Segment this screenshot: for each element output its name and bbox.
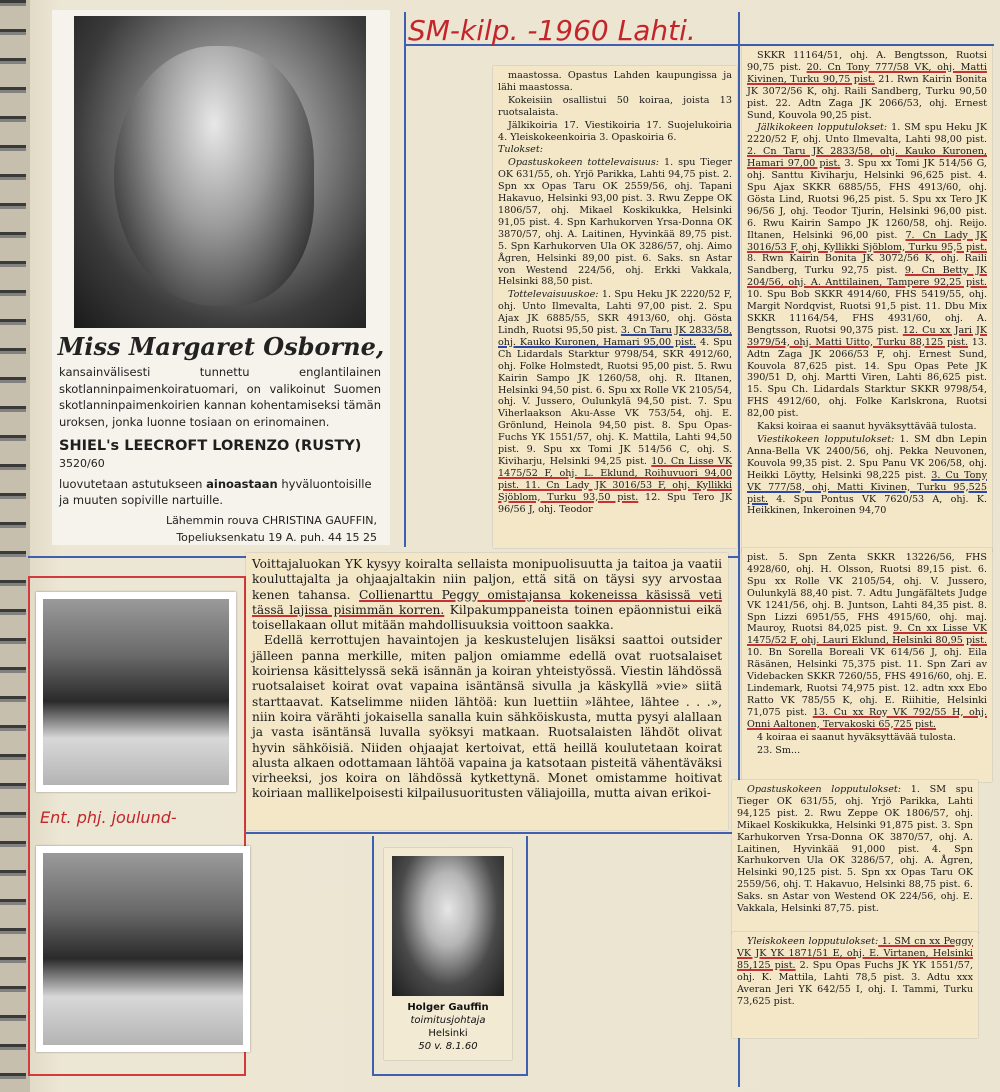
col3-note: 4 koiraa ei saanut hyväksyttävää tulosta.: [757, 731, 956, 743]
portrait-date: 50 v. 8.1.60: [418, 1041, 478, 1052]
col5-underlined: 1. SM cn xx Peggy VK JK YK 1871/51 E, ohj. E. Virtanen, Helsinki 85,125 pist.: [737, 936, 974, 971]
col2-text: 4. Spu Pontus VK 7620/53 A, ohj. K. Heikkinen, Inkeroinen 94,70: [747, 493, 987, 517]
col1-p3: Jälkikoiria 17. Viestikoiria 17. Suojelukoiria 4. Yleiskokeenkoiria 3. Opaskoiria 6.: [498, 119, 732, 143]
results-column-5: [732, 932, 978, 1038]
results-column-4: [732, 780, 978, 934]
col1-text: 4. Spu Ch Lidardals Starktur 9798/54, SKR 4912/60, ohj. Folke Holmstedt, Ruotsi 95,00 pist. 5. Rwu Kairin Sampo JK 1260/58, ohj. R. Iltanen, Helsinki 94,50 pist. 6. Spu xx Rolle VK 2105/54, ohj. V. Jussero, Oulunkylä 94,50 pist. 7. Spu Viherlaakson Aku-Asse VK 753/54, ohj. E. Grönlund, Heinola 94,50 pist. 8. Spu Opas-Fuchs YK 1551/57, ohj. K. Mattila, Lahti 94,50 pist. 9. Spu xx Tomi JK 514/56 C, ohj. S. Kiviharju, Helsinki 94,25 pist.: [498, 336, 732, 467]
col2-section-heading: Jälkikokeen lopputulokset:: [757, 122, 888, 134]
col2-underlined: 9. Cn Betty JK 204/56, ohj. A. Anttilainen, Tampere 92,25 pist.: [747, 265, 987, 289]
dinner-photo-2: [36, 846, 250, 1052]
results-column-2: [742, 46, 992, 552]
portrait-title: toimitusjohtaja: [410, 1015, 486, 1026]
header-handwriting: SM-kilp. -1960 Lahti.: [408, 14, 696, 47]
ad-contact-2: Topeliuksenkatu 19 A. puh. 44 15 25: [176, 531, 377, 544]
blue-rule: [526, 836, 528, 1076]
col2-section-heading: Viestikokeen lopputulokset:: [757, 434, 895, 445]
dinner-photo-1: [36, 592, 236, 792]
portrait-clipping: [384, 848, 512, 1060]
ad-contact-1: Lähemmin rouva CHRISTINA GAUFFIN,: [165, 514, 377, 527]
col1-text: 1. Spu Heku JK 2220/52 F, ohj. Unto Ilmevalta, Lahti 97,00 pist. 2. Spu Ajax JK 6885/55, SKR 4913/60, ohj. Gösta Lindh, Ruotsi 95,50 pist.: [498, 289, 732, 337]
ad-intro: kansainvälisesti tunnettu englantilainen skotlanninpaimenkoiratuomari, on valikoinut Suomen skotlanninpaimenkoirien kannan kohentamiseksi tämän uroksen, jonka luonne tosiaan on erinomainen.: [59, 365, 381, 429]
collie-photo: [74, 16, 366, 328]
col3-text: 10. Bn Sorella Boreali VK 614/56 J, ohj. Eila Räsänen, Helsinki 75,375 pist. 11. Spn Zari av Videbacken SKKR 7260/55, FHS 4916/60, ohj. E. Lindemark, Ruotsi 74,975 pist. 12. adtn xxx Ebo Ratto VK 785/55 K, ohj. E. Riihitie, Helsinki 71,075 pist.: [747, 647, 987, 718]
blue-rule: [372, 1074, 528, 1076]
col1-p2: Kokeisiin osallistui 50 koiraa, joista 13 ruotsalaista.: [498, 94, 732, 118]
col1-underlined: 10. Cn Lisse VK 1475/52 F, ohj. L. Eklund, Roihuvuori 94,00 pist. 11. Cn Lady JK 3016/53 F, ohj. Kyllikki Sjöblom, Turku 93,50 pist.: [498, 456, 733, 503]
col1-section-heading: Opastuskokeen tottelevaisuus:: [508, 157, 659, 169]
ad-offer-pre: luovutetaan astutukseen: [59, 477, 207, 491]
col3-underlined: 13. Cu xx Roy VK 792/55 H, ohj. Onni Aaltonen, Tervakoski 65,725 pist.: [747, 706, 987, 730]
col2-underlined: 12. Cu xx Jari JK 3979/54, ohj. Matti Uitto, Turku 88,125 pist.: [747, 324, 987, 348]
col2-text: 3. Spu xx Tomi JK 514/56 G, ohj. Santtu Kiviharju, Helsinki 96,625 pist. 4. Spu Ajax SKKR 6885/55, FHS 4913/60, ohj. Gösta Lind, Ruotsi 96,25 pist. 5. Spu xx Tero JK 96/56 J, ohj. Teodor Tjurin, Helsinki 96,00 pist. 6. Rwu Kairin Sampo JK 1260/58, ohj. Reijo. Iltanen, Helsinki 96,00 pist.: [747, 158, 987, 241]
col5-section-heading: Yleiskokeen lopputulokset:: [747, 936, 879, 947]
col1-underlined: 3. Cn Taru JK 2833/58, ohj. Kauko Kuronen, Hamari 95,00 pist.: [498, 325, 732, 348]
col2-text: 21. Rwn Kairin Bonita JK 3072/56 K, ohj. Raili Sandberg, Turku 90,50 pist. 22. Adtn Zaga JK 2066/53, ohj. Ernest Sund, Kouvola 90,25 pist.: [747, 73, 987, 121]
col2-underlined: 7. Cn Lady JK 3016/53 F, ohj. Kyllikki Sjöblom, Turku 95,5 pist.: [747, 229, 987, 253]
article-clipping: [246, 553, 728, 830]
col3-text: pist. 5. Spn Zenta SKKR 13226/56, FHS 4928/60, ohj. H. Olsson, Ruotsi 89,15 pist. 6. Spu xx Rolle VK 2105/54, ohj. V. Jussero, Oulunkylä 88,40 pist. 7. Adtu Jungäfältets Judge VK 1241/56, ohj. B. Juntson, Lahti 84,35 pist. 8. Spn Lizzi 6951/55, FHS 4915/60, ohj. maj. Mauroy, Ruotsi 84,025 pist.: [747, 552, 987, 635]
article-text: Voittajaluokan YK kysyy koiralta sellaista monipuolisuutta ja taitoa ja vaatii kouluttajalta ja ohjaajaltakin niin paljon, että sitä on täysi syy arvostaa kenen tahansa.: [252, 557, 722, 602]
ad-offer-post: hyväluontoisille ja muuten sopiville nartuille.: [59, 477, 372, 507]
col2-text: SKKR 11164/51, ohj. A. Bengtsson, Ruotsi 90,75 pist.: [747, 50, 987, 73]
blue-rule: [244, 832, 738, 834]
portrait-name: Holger Gauffin: [407, 1002, 489, 1013]
portrait-photo: [392, 856, 504, 996]
portrait-city: Helsinki: [428, 1028, 468, 1039]
col2-text: 1. SM spu Heku JK 2220/52 F, ohj. Unto Ilmevalta, Lahti 98,00 pist.: [747, 122, 987, 146]
results-column-3: [742, 548, 992, 782]
col2-text: 10. Spu Bob SKKR 4914/60, FHS 5419/55, ohj. Margit Nordqvist, Ruotsi 91,5 pist. 11. Dbu Mix SKKR 11164/54, FHS 4931/60, ohj. A. Bengtsson, Ruotsi 90,375 pist.: [747, 289, 987, 336]
article-paragraph-2: Edellä kerrottujen havaintojen ja keskustelujen lisäksi saattoi outsider jälleen panna merkille, miten paljon omiamme edellä ovat ruotsalaiset koiriensa käsittelyssä sekä isännän ja koiran yhteistyössä. Viestin lähdössä ruotsalaiset koirat ovat vapaina isäntänsä sivulla ja käskyllä »vie» siitä starttaavat. Katselimme niiden lähtöä: kun luettiin »lähtee, lähtee . . .», niin koira värähti jokaisella sanalla kuin sähköiskusta, mutta pysyi alallaan ja vasta isäntänsä luvalla syöksyi matkaan. Ruotsalaisten lähdöt olivat hyvin sähköisiä. Niiden ohjaajat kertoivat, että heillä koulutetaan koirat alusta alkaen odottamaan lähtöä vapaina ja katsotaan pisteitä vähentäväksi virheeksi, jos koira on lähdössä kytkettynä. Monet omistamme hoitivat koiriaan mallikelpoisesti kilpailusuoritusten väliajoilla, mutta aivan erikoi-: [252, 633, 722, 801]
col1-p1: maastossa. Opastus Lahden kaupungissa ja lähi maastossa.: [498, 70, 732, 93]
col2-underlined: 20. Cn Tony 777/58 VK, ohj. Matti Kivinen, Turku 90,75 pist.: [747, 61, 987, 85]
col1-section-heading: Tottelevaisuuskoe:: [508, 289, 599, 301]
red-rule: [28, 576, 244, 578]
results-column-1: [493, 66, 737, 548]
col3-cutoff: 23. Sm...: [757, 744, 801, 756]
collie-head: [114, 46, 314, 306]
col1-text: 1. spu Tieger OK 631/55, oh. Yrjö Parikka, Lahti 94,75 pist. 2. Spn xx Opas Taru OK 2559/56, ohj. Tapani Hakavuo, Helsinki 93,00 pist. 3. Rwu Zeppe OK 1806/57, ohj. Mikael Koskikukka, Helsinki 91,05 pist. 4. Spn Karhukorven Yrsa-Donna OK 3870/57, ohj. A. Laitinen, Hyvinkää 89,75 pist. 5. Spn Karhukorven Ula OK 3286/57, ohj. Aimo Ågren, Helsinki 89,00 pist. 6. Saks. sn Astar von Westend 224/56, ohj. Erkki Vakkala, Helsinki 88,50 pist.: [498, 157, 732, 288]
col1-text: 12. Spu Tero JK 96/56 J, ohj. Teodor: [498, 491, 732, 515]
article-text: Kilpakumppaneista toinen epäonnistui eikä toisellakaan ollut mitään mahdollisuuksia voittoon saakka.: [252, 602, 723, 633]
spiral-binding: [0, 0, 26, 1092]
red-rule: [28, 576, 30, 1076]
col4-section-heading: Opastuskokeen lopputulokset:: [747, 784, 901, 795]
col2-note: Kaksi koiraa ei saanut hyväksyttävää tulosta.: [757, 421, 977, 433]
col4-text: 1. SM spu Tieger OK 631/55, ohj. Yrjö Parikka, Lahti 94,125 pist. 2. Rwu Zeppe OK 1806/57, ohj. Mikael Koskikukka, Helsinki 91,875 pist. 3. Spn Karhukorven Yrsa-Donna OK 3870/57, ohj. A. Laitinen, Hyvinkää 91,000 pist. 4. Spn Karhukorven Ula OK 3286/57, ohj. A. Ågren, Helsinki 90,125 pist. 5. Spn xx Opas Taru OK 2559/56, ohj. T. Hakavuo, Helsinki 88,75 pist. 6. Saks. sn Astar von Westend OK 224/56, ohj. E. Vakkala, Helsinki 87,75. pist.: [737, 784, 973, 915]
ad-reg-number: 3520/60: [59, 457, 105, 470]
col1-results-heading: Tulokset:: [498, 144, 543, 156]
col2-underlined: 3. Cu Tony VK 777/58, ohj. Matti Kivinen, Turku 95,525 pist.: [747, 469, 987, 505]
dinner-photo-2-image: [43, 853, 243, 1045]
ad-person-name: Miss Margaret Osborne,: [57, 332, 385, 361]
col2-text: 1. SM dbn Lepin Anna-Bella VK 2400/56, ohj. Pekka Neuvonen, Kouvola 99,35 pist. 2. Spu Panu VK 206/58, ohj. Heikki Löytty, Helsinki 98,225 pist.: [747, 434, 987, 481]
col2-underlined: 2. Cn Taru JK 2833/58, ohj. Kauko Kuronen, Hamari 97,00 pist.: [747, 146, 987, 170]
dinner-photo-1-image: [43, 599, 229, 785]
red-rule: [28, 1074, 244, 1076]
col2-text: 8. Rwn Kairin Bonita JK 3072/56 K, ohj. Raili Sandberg, Turku 92,75 pist.: [747, 253, 987, 277]
photo-handwriting: Ent. phj. joulund-: [40, 808, 177, 827]
blue-rule: [404, 12, 406, 547]
ad-offer-bold: ainoastaan: [206, 477, 278, 491]
ad-dog-name: SHIEL's LEECROFT LORENZO (RUSTY): [59, 438, 362, 454]
col5-text: 2. Spu Opas Fuchs JK YK 1551/57, ohj. K. Mattila, Lahti 78,5 pist. 3. Adtu xxx Averan Jeri YK 642/55 I, ohj. I. Tammi, Turku 73,625 pist.: [737, 959, 973, 1007]
blue-rule: [372, 836, 374, 1076]
article-underlined: Collienarttu Peggy omistajansa kokeneissa käsissä veti tässä lajissa pisimmän korren.: [252, 587, 723, 617]
dog-advertisement: [52, 10, 390, 545]
col2-text: 13. Adtn Zaga JK 2066/53 F, ohj. Ernest Sund, Kouvola 87,625 pist. 14. Spu Opas Pete JK 390/51 D, ohj. Martti Viren, Lahti 86,625 pist. 15. Spu Ch. Lidardals Starktur SKKR 9798/54, FHS 4912/60, ohj. Folke Karlskrona, Ruotsi 82,00 pist.: [747, 336, 987, 420]
col3-underlined: 9. Cn xx Lisse VK 1475/52 F, ohj. Lauri Eklund, Helsinki 80,95 pist.: [747, 623, 987, 647]
ad-offer: [59, 476, 381, 508]
